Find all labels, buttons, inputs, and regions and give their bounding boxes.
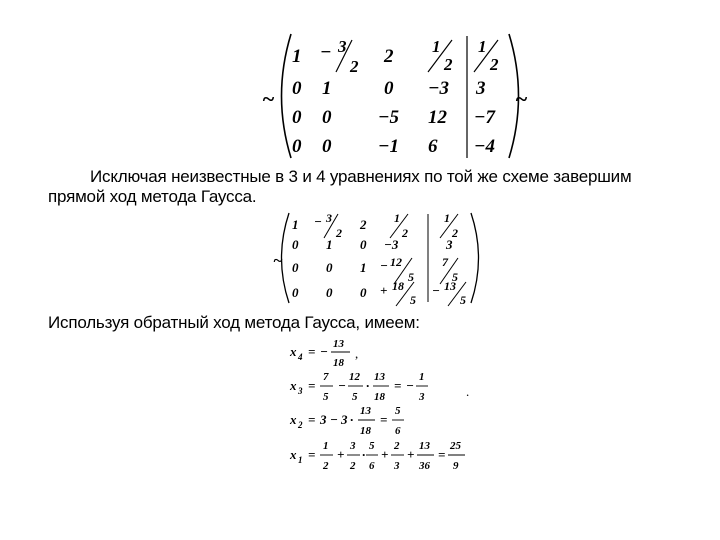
svg-text:+: + bbox=[337, 447, 345, 462]
svg-text:13: 13 bbox=[333, 338, 344, 350]
svg-text:2: 2 bbox=[360, 217, 367, 232]
svg-text:3: 3 bbox=[419, 391, 425, 403]
svg-text:2: 2 bbox=[350, 460, 356, 472]
tilde-left-2: ~ bbox=[273, 251, 283, 270]
svg-text:2: 2 bbox=[336, 226, 342, 240]
svg-text:6: 6 bbox=[395, 425, 401, 437]
svg-text:2: 2 bbox=[394, 440, 400, 452]
svg-text:0: 0 bbox=[326, 285, 333, 300]
svg-text:2: 2 bbox=[298, 420, 303, 430]
solution-x1 bbox=[289, 440, 465, 472]
svg-text:−: − bbox=[380, 258, 388, 273]
svg-text:3: 3 bbox=[394, 460, 400, 472]
svg-text:5: 5 bbox=[410, 293, 416, 307]
svg-text:1: 1 bbox=[298, 455, 303, 465]
svg-text:18: 18 bbox=[333, 357, 344, 369]
m1-r4-c3: −1 bbox=[378, 136, 400, 157]
m1-r1-c4-den: 2 bbox=[444, 55, 453, 74]
svg-text:5: 5 bbox=[408, 270, 414, 284]
svg-text:13: 13 bbox=[374, 371, 385, 383]
svg-text:3: 3 bbox=[298, 386, 303, 396]
svg-text:36: 36 bbox=[419, 460, 430, 472]
m1-r1-c2-sign: − bbox=[320, 42, 332, 63]
svg-text:1: 1 bbox=[419, 371, 425, 383]
tilde-left-1: ~ bbox=[262, 86, 275, 111]
m1-r3-rhs: −7 bbox=[474, 107, 496, 128]
svg-text:2: 2 bbox=[402, 226, 408, 240]
m1-r1-rhs-num: 1 bbox=[478, 37, 487, 56]
m1-r4-c4: 6 bbox=[428, 136, 438, 157]
svg-text:x: x bbox=[290, 378, 297, 393]
svg-text:1: 1 bbox=[326, 237, 333, 252]
m1-r1-c2-den: 2 bbox=[350, 57, 359, 76]
svg-text:13: 13 bbox=[360, 405, 371, 417]
svg-text:0: 0 bbox=[360, 285, 367, 300]
svg-text:x: x bbox=[290, 447, 297, 462]
solution-x2 bbox=[289, 405, 404, 437]
svg-text:13: 13 bbox=[444, 279, 456, 293]
svg-text:6: 6 bbox=[369, 460, 375, 472]
svg-text:1: 1 bbox=[394, 211, 400, 225]
svg-text:=: = bbox=[380, 412, 388, 427]
m1-r1-c1: 1 bbox=[292, 46, 302, 67]
paragraph-1-line-2: прямой ход метода Гаусса. bbox=[48, 187, 257, 206]
m1-r1-rhs-den: 2 bbox=[490, 55, 499, 74]
svg-text:=: = bbox=[308, 412, 316, 427]
svg-text:3: 3 bbox=[326, 211, 332, 225]
svg-text:3: 3 bbox=[446, 237, 453, 252]
svg-text:5: 5 bbox=[323, 391, 329, 403]
m1-r4-c1: 0 bbox=[292, 136, 302, 157]
svg-text:+: + bbox=[381, 447, 389, 462]
svg-text:+: + bbox=[380, 283, 388, 298]
svg-text:·: · bbox=[350, 412, 354, 427]
svg-text:3: 3 bbox=[350, 440, 356, 452]
svg-text:−: − bbox=[338, 378, 346, 393]
m1-r3-c4: 12 bbox=[428, 107, 447, 128]
solution-x3 bbox=[289, 371, 469, 403]
svg-text:3: 3 bbox=[341, 412, 348, 427]
paragraph-2-text: Используя обратный ход метода Гаусса, имеем: bbox=[48, 313, 420, 332]
solution-x4 bbox=[289, 338, 358, 369]
svg-text:=: = bbox=[394, 378, 402, 393]
svg-text:12: 12 bbox=[349, 371, 360, 383]
svg-text:·: · bbox=[362, 447, 366, 462]
svg-text:−: − bbox=[406, 378, 414, 393]
svg-text:=: = bbox=[438, 447, 446, 462]
m1-r1-c2-num: 3 bbox=[338, 37, 347, 56]
svg-text:1: 1 bbox=[444, 211, 450, 225]
svg-text:5: 5 bbox=[395, 405, 401, 417]
svg-text:3: 3 bbox=[320, 412, 327, 427]
svg-text:25: 25 bbox=[450, 440, 461, 452]
m1-r1-c4-num: 1 bbox=[432, 37, 441, 56]
svg-text:1: 1 bbox=[360, 260, 367, 275]
svg-text:−: − bbox=[330, 412, 338, 427]
svg-text:·: · bbox=[366, 378, 370, 393]
svg-text:12: 12 bbox=[390, 255, 402, 269]
svg-text:18: 18 bbox=[392, 279, 404, 293]
svg-text:=: = bbox=[308, 447, 316, 462]
svg-text:0: 0 bbox=[292, 237, 299, 252]
svg-text:0: 0 bbox=[292, 260, 299, 275]
svg-text:2: 2 bbox=[452, 226, 458, 240]
m1-r3-c1: 0 bbox=[292, 107, 302, 128]
svg-text:−: − bbox=[432, 283, 440, 298]
svg-text:−3: −3 bbox=[384, 237, 399, 252]
svg-text:7: 7 bbox=[442, 255, 448, 269]
svg-text:13: 13 bbox=[419, 440, 430, 452]
svg-text:0: 0 bbox=[326, 260, 333, 275]
svg-text:−: − bbox=[314, 214, 322, 229]
svg-text:,: , bbox=[355, 346, 359, 361]
m1-r3-c2: 0 bbox=[322, 107, 332, 128]
svg-text:0: 0 bbox=[360, 237, 367, 252]
svg-text:18: 18 bbox=[374, 391, 385, 403]
svg-text:x: x bbox=[290, 412, 297, 427]
m1-r2-c3: 0 bbox=[384, 78, 394, 99]
m1-r1-c3: 2 bbox=[384, 46, 394, 67]
svg-text:−: − bbox=[320, 344, 328, 359]
svg-text:7: 7 bbox=[323, 371, 329, 383]
svg-text:=: = bbox=[308, 378, 316, 393]
m1-r2-rhs: 3 bbox=[476, 78, 486, 99]
svg-text:18: 18 bbox=[360, 425, 371, 437]
svg-text:5: 5 bbox=[460, 293, 466, 307]
m1-r2-c1: 0 bbox=[292, 78, 302, 99]
svg-text:5: 5 bbox=[452, 270, 458, 284]
m1-r4-rhs: −4 bbox=[474, 136, 496, 157]
svg-text:4: 4 bbox=[298, 352, 303, 362]
svg-text:.: . bbox=[466, 384, 470, 399]
svg-text:5: 5 bbox=[369, 440, 375, 452]
svg-text:1: 1 bbox=[292, 217, 299, 232]
m1-r2-c4: −3 bbox=[428, 78, 450, 99]
m1-r4-c2: 0 bbox=[322, 136, 332, 157]
m1-r2-c2: 1 bbox=[322, 78, 332, 99]
tilde-right-1: ~ bbox=[515, 86, 528, 111]
svg-text:9: 9 bbox=[453, 460, 459, 472]
svg-text:+: + bbox=[407, 447, 415, 462]
svg-text:2: 2 bbox=[323, 460, 329, 472]
svg-text:=: = bbox=[308, 344, 316, 359]
m1-r3-c3: −5 bbox=[378, 107, 400, 128]
svg-text:0: 0 bbox=[292, 285, 299, 300]
paragraph-1-line-1: Исключая неизвестные в 3 и 4 уравнениях по той же схеме завершим bbox=[90, 167, 632, 186]
svg-text:x: x bbox=[290, 344, 297, 359]
svg-text:1: 1 bbox=[323, 440, 329, 452]
svg-text:5: 5 bbox=[352, 391, 358, 403]
